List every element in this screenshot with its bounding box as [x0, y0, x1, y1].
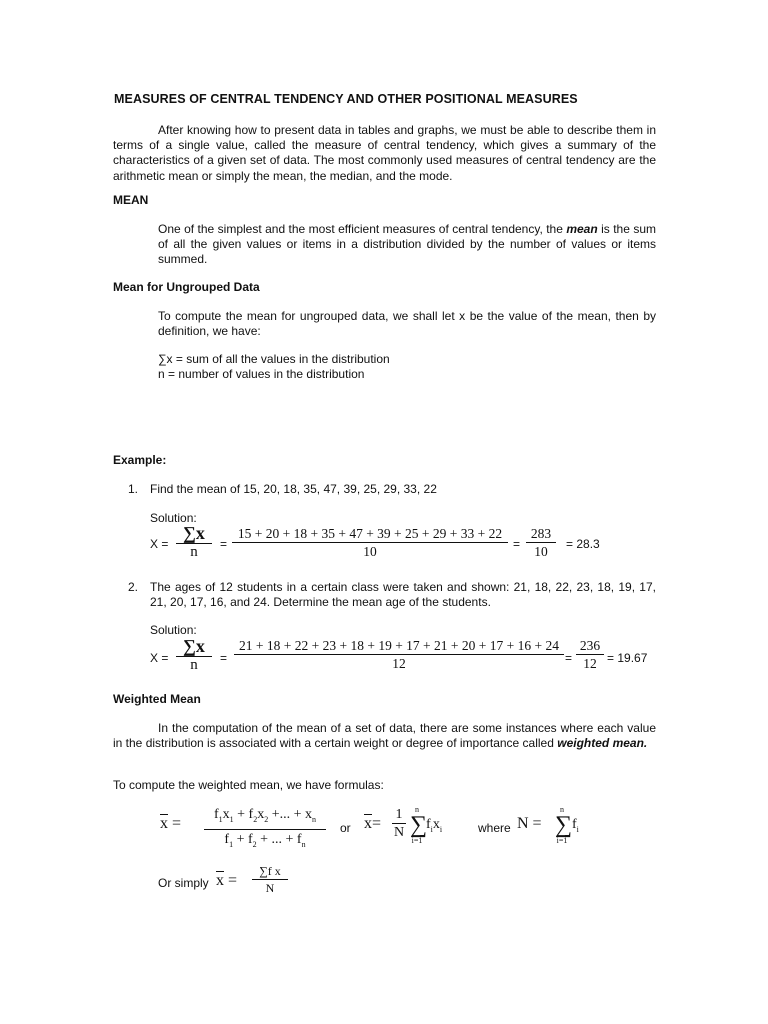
simple-weighted-fraction: ∑f x N [252, 864, 288, 896]
ungrouped-text: To compute the mean for ungrouped data, we shall let x be the value of the mean, then by definition, we have: [158, 309, 656, 339]
example-2-expression: 21 + 18 + 22 + 23 + 18 + 19 + 17 + 21 + 20 + 17 + 16 + 24 12 [234, 638, 564, 673]
xbar-symbol-1: $\overline{x}$ = [160, 815, 182, 832]
sum-definition: ∑x = sum of all the values in the distribution [158, 352, 390, 366]
example-1-number: 1. [128, 482, 139, 496]
mean-heading: MEAN [113, 193, 149, 207]
page-title: MEASURES OF CENTRAL TENDENCY AND OTHER POSITIONAL MEASURES [114, 92, 578, 106]
weighted-heading: Weighted Mean [113, 692, 201, 706]
one-over-n-fraction: 1 N [393, 807, 405, 840]
example-1-equals-2: = [513, 537, 521, 551]
example-2-solution-label: Solution: [150, 623, 197, 637]
fi-term: $f_i$ [572, 817, 579, 834]
xbar-symbol-3: $\overline{x}$ = [216, 872, 238, 889]
example-2-result-fraction: 236 12 [576, 638, 604, 673]
weighted-text: In the computation of the mean of a set of data, there are some instances where each value in the distribution is associated with a certain weight or degree of importance called weighted mean. [113, 721, 656, 751]
example-1-result: = 28.3 [566, 537, 600, 551]
example-2-number: 2. [128, 580, 139, 594]
n-definition: n = number of values in the distribution [158, 367, 365, 381]
mean-term: mean [566, 222, 598, 236]
weighted-formulas-intro: To compute the weighted mean, we have formulas: [113, 778, 384, 792]
ungrouped-heading: Mean for Ungrouped Data [113, 280, 260, 294]
example-1-result-fraction: 283 10 [526, 526, 556, 561]
example-2-result: = 19.67 [607, 651, 648, 665]
where-text: where [478, 821, 511, 835]
intro-paragraph: After knowing how to present data in tables and graphs, we must be able to describe them in terms of a single value, called the measure of central tendency, which gives a summary of the characteristics of a given set of data. The most commonly used measures of central tendency are the arithmetic mean or simply the mean, the median, and the mode. [113, 123, 656, 183]
or-simply-text: Or simply [158, 876, 209, 890]
weighted-formula-fraction: $f_1x_1 + f_2x_2$ +... + $x_n$ $f_1 + f_2$ + ... + $f_n$ [204, 806, 326, 855]
n-equals: N = [517, 815, 542, 832]
example-1-solution-label: Solution: [150, 511, 197, 525]
example-2-sum-fraction: ∑x n [176, 636, 212, 673]
or-text: or [340, 821, 351, 835]
fixi-term: $f_ix_i$ [426, 817, 443, 834]
example-2-text: The ages of 12 students in a certain class were taken and shown: 21, 18, 22, 23, 18, 19, 17, 21, 20, 17, 16, and 24. Determine the mean age of the students. [150, 580, 656, 610]
example-1-equals-1: = [220, 537, 228, 551]
weighted-term: weighted mean. [557, 736, 648, 751]
example-2-equals-1: = [220, 651, 228, 665]
example-2-equals-2: = [565, 651, 573, 665]
example-1-sum-fraction: ∑x n [176, 523, 212, 560]
example-1-lhs: X = [150, 537, 169, 551]
example-1-expression: 15 + 20 + 18 + 35 + 47 + 39 + 25 + 29 + 33 + 22 10 [232, 526, 508, 561]
mean-definition: One of the simplest and the most efficient measures of central tendency, the mean is the sum of all the given values or items in a distribution divided by the number of values or items summed. [158, 222, 656, 267]
sigma-sum-2: n ∑ i=1 [555, 805, 573, 845]
example-1-text: Find the mean of 15, 20, 18, 35, 47, 39, 25, 29, 33, 22 [150, 482, 437, 496]
sigma-sum-1: n ∑ i=1 [410, 805, 428, 845]
example-2-lhs: X = [150, 651, 169, 665]
example-heading: Example: [113, 453, 167, 467]
xbar-symbol-2: $\overline{x}=$ [364, 815, 382, 832]
